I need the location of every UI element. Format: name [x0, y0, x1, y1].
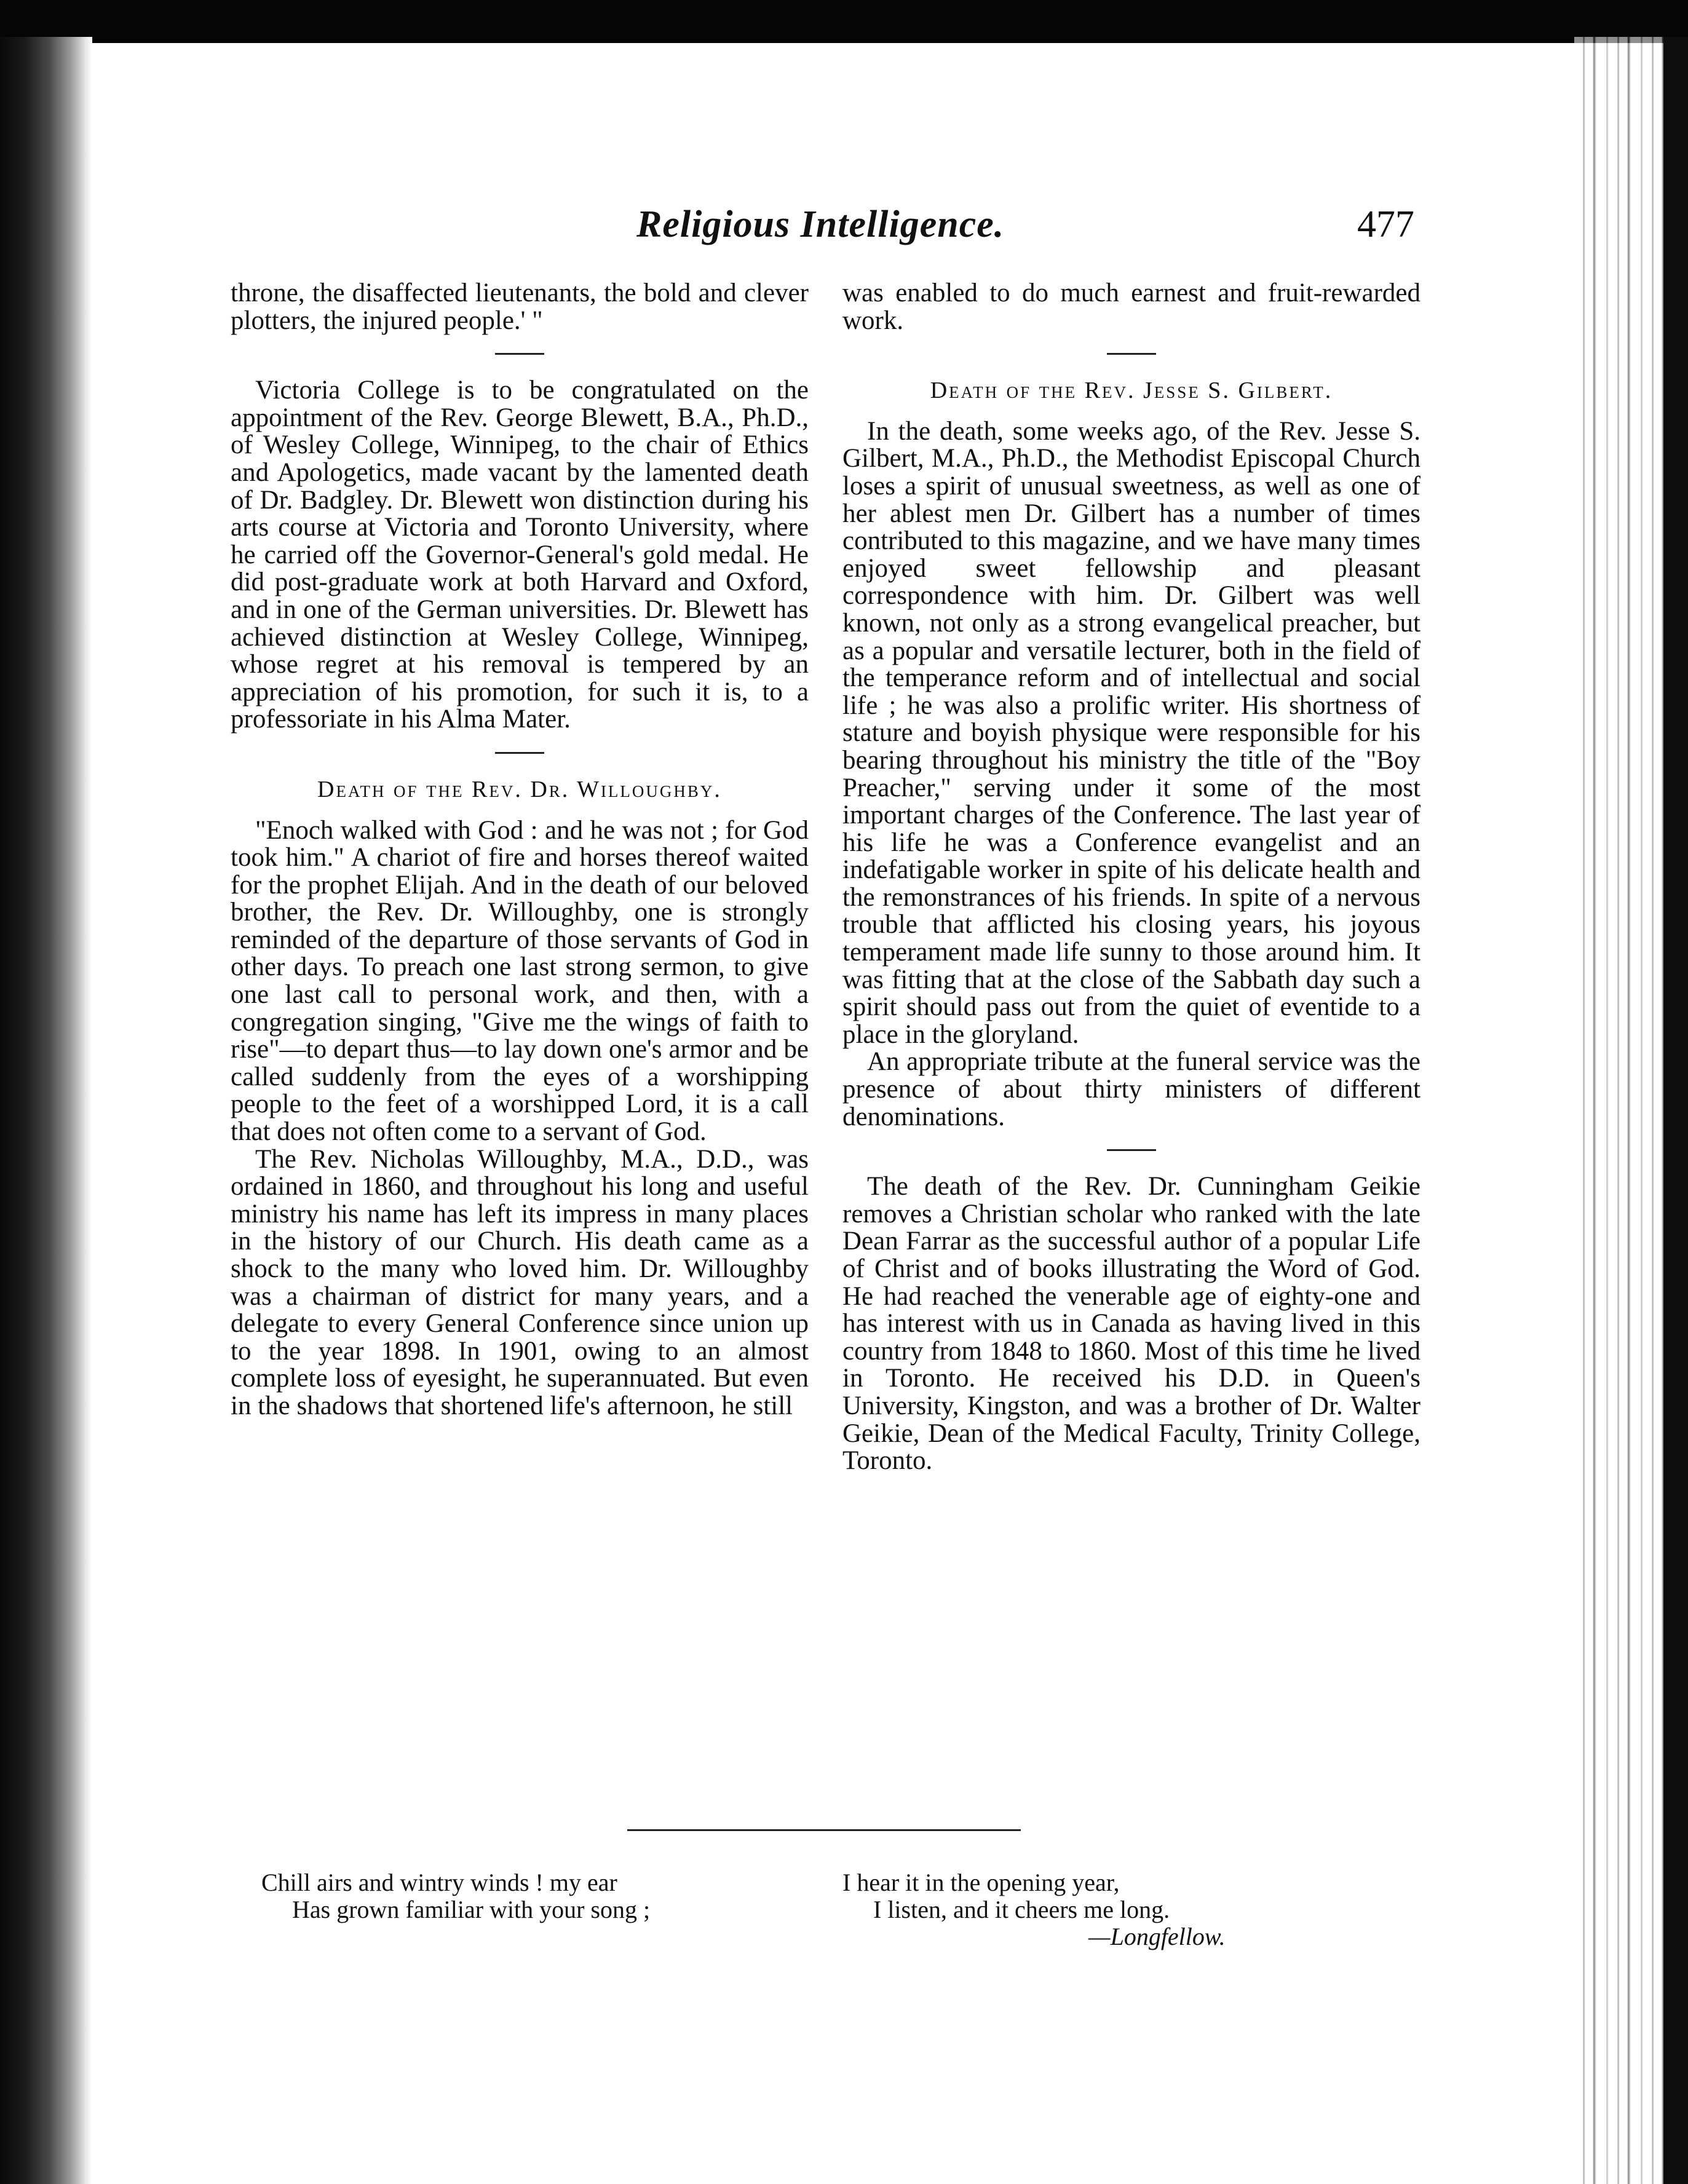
running-header	[234, 203, 1414, 252]
right-column	[842, 280, 1421, 1475]
running-title: Religious Intelligence.	[636, 204, 1005, 245]
paragraph-continuation: was enabled to do much earnest and fruit-rewarded work.	[842, 279, 1421, 335]
paragraph-geikie: The death of the Rev. Dr. Cunningham Geikie removes a Christian scholar who ranked with the late Dean Farrar as the successful author of a popular Life of Christ and of books illustrating the Word of God. He had reached the venerable age of eighty-one and has interest with us in Canada as having lived in this country from 1848 to 1860. Most of this time he lived in Toronto. He received his D.D. in Queen's University, Kingston, and was a brother of Dr. Walter Geikie, Dean of the Medical Faculty, Trinity College, Toronto.	[842, 1172, 1421, 1476]
verse-line: Has grown familiar with your song ;	[292, 1896, 651, 1923]
heading-death-willoughby: Death of the Rev. Dr. Willoughby.	[317, 776, 722, 802]
heading-death-gilbert: Death of the Rev. Jesse S. Gilbert.	[930, 378, 1333, 404]
scan-right-border	[1663, 37, 1688, 2184]
scan-top-border	[0, 0, 1688, 43]
left-column	[231, 280, 809, 1420]
verse-line: I listen, and it cheers me long.	[873, 1896, 1170, 1923]
paragraph-continuation: throne, the disaffected lieutenants, the bold and clever plotters, the injured people.' "	[231, 279, 809, 335]
verse-line: Chill airs and wintry winds ! my ear	[261, 1869, 617, 1896]
scan-left-gutter	[0, 37, 92, 2184]
section-rule	[495, 353, 544, 355]
verse-right-stanza	[842, 1869, 1226, 1950]
section-rule	[1107, 1149, 1156, 1151]
verse-line: I hear it in the opening year,	[842, 1869, 1120, 1896]
verse-left-stanza	[261, 1869, 650, 1923]
paragraph-gilbert: In the death, some weeks ago, of the Rev. Jesse S. Gilbert, M.A., Ph.D., the Methodist Episcopal Church loses a spirit of unusual sweetness, as well as one of her ablest men Dr. Gilbert has a number of times contributed to this magazine, and we have many times enjoyed sweet fellowship and pleasant correspondence with him. Dr. Gilbert was well known, not only as a strong evangelical preacher, but as a popular and versatile lecturer, both in the field of the temperance reform and of intellectual and social life ; he was also a prolific writer. His shortness of stature and boyish physique were responsible for his bearing throughout his ministry the title of the "Boy Preacher," serving under it some of the most important charges of the Conference. The last year of his life he was a Conference evangelist and an indefatigable worker in spite of his delicate health and the remonstrances of his friends. In spite of a nervous trouble that afflicted his closing years, his joyous temperament made life sunny to those around him. It was fitting that at the close of the Sabbath day such a spirit should pass out from the quiet of eventide to a place in the gloryland.	[842, 416, 1421, 1049]
verse-attribution: —Longfellow.	[1088, 1923, 1226, 1950]
paragraph-funeral-tribute: An appropriate tribute at the funeral service was the presence of about thirty ministers of different denominations.	[842, 1047, 1421, 1131]
page-number: 477	[1357, 204, 1414, 245]
verse-divider	[627, 1829, 1021, 1831]
section-rule	[495, 752, 544, 754]
section-rule	[1107, 353, 1156, 355]
paragraph-enoch: "Enoch walked with God : and he was not ; for God took him." A chariot of fire and horses thereof waited for the prophet Elijah. And in the death of our beloved brother, the Rev. Dr. Willoughby, one is strongly reminded of the departure of those servants of God in other days. To preach one last strong sermon, to give one last call to personal work, and then, with a congregation singing, "Give me the wings of faith to rise"—to depart thus—to lay down one's armor and be called suddenly from the eyes of a worshipping people to the feet of a worshipped Lord, it is a call that does not often come to a servant of God.	[231, 815, 809, 1147]
paragraph-victoria-college: Victoria College is to be congratulated on the appointment of the Rev. George Blewett, B.A., Ph.D., of Wesley College, Winnipeg, to the chair of Ethics and Apologetics, made vacant by the lamented death of Dr. Badgley. Dr. Blewett won distinction during his arts course at Victoria and Toronto University, where he carried off the Governor-General's gold medal. He did post-graduate work at both Harvard and Oxford, and in one of the German universities. Dr. Blewett has achieved distinction at Wesley College, Winnipeg, whose regret at his removal is tempered by an appreciation of his promotion, for such it is, to a professoriate in his Alma Mater.	[231, 376, 809, 734]
paragraph-nicholas-willoughby: The Rev. Nicholas Willoughby, M.A., D.D., was ordained in 1860, and throughout his long and useful ministry his name has left its impress in many places in the history of our Church. His death came as a shock to the many who loved him. Dr. Willoughby was a chairman of district for many years, and a delegate to every General Conference since union up to the year 1898. In 1901, owing to an almost complete loss of eyesight, he superannuated. But even in the shadows that shortened life's afternoon, he still	[231, 1144, 809, 1420]
